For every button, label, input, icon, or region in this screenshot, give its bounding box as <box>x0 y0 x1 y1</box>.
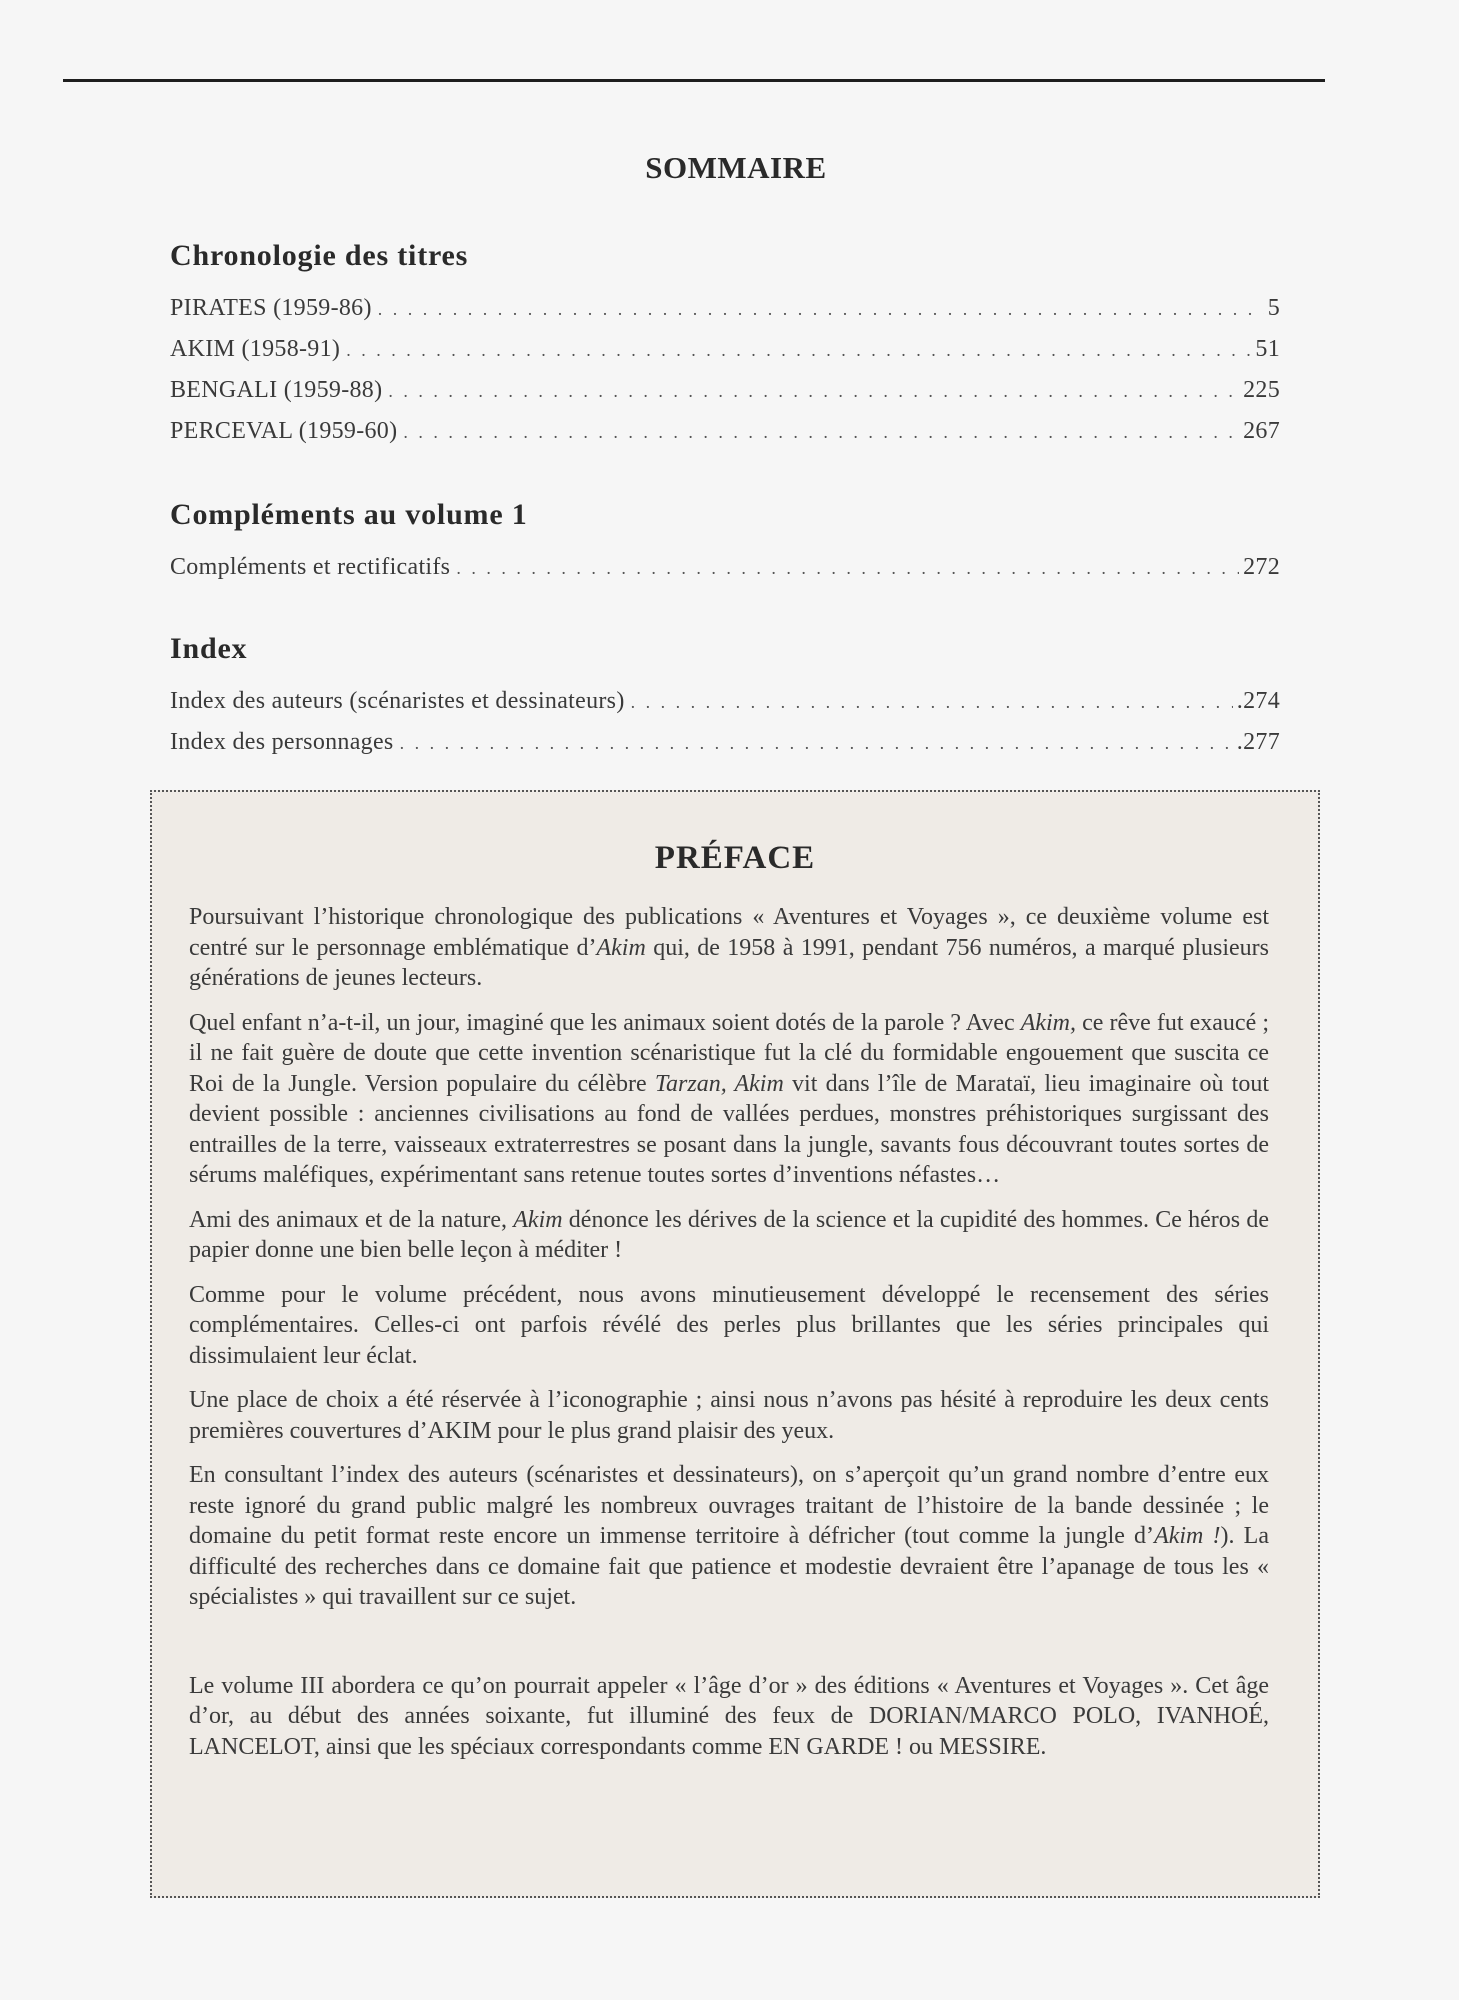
dot-leader <box>388 371 1239 412</box>
toc-entry-page: .274 <box>1236 688 1280 714</box>
preface-paragraph <box>189 1460 1269 1613</box>
toc-entry-page: .277 <box>1236 729 1280 755</box>
toc-entry-title: PIRATES (1959-86) <box>170 295 372 321</box>
toc-entry-page: 5 <box>1267 295 1280 321</box>
toc-section-complements <box>170 495 1280 588</box>
italic-title: Akim ! <box>1154 1523 1221 1549</box>
toc-entry <box>170 329 1280 370</box>
sommaire-title: SOMMAIRE <box>645 150 827 185</box>
toc-heading: Compléments au volume 1 <box>170 498 528 531</box>
toc-entry <box>170 370 1280 411</box>
toc-entry-page: 51 <box>1255 336 1280 362</box>
text-run: vit dans l’île de Marataï, lieu imaginaire où tout devient possible : anciennes civilisations au fond de vallées perdues, monstres préhistoriques surgissant des entrailles de la terre, vaisseaux extraterrestres se posant dans la jungle, savants fous découvrant toutes sortes de sérums maléfiques, expérimentant sans retenue toutes sortes d’inventions néfastes… <box>189 1070 1270 1188</box>
toc-heading: Index <box>170 632 248 665</box>
dot-leader <box>400 723 1233 764</box>
preface-paragraph: Comme pour le volume précédent, nous avons minutieusement développé le recensement des séries complémentaires. Celles-ci ont parfois révélé des perles plus brillantes que les séries principales qui dissimulaient leur éclat. <box>189 1281 1269 1369</box>
toc-entry-page: 272 <box>1243 554 1280 580</box>
toc-entry-page: 225 <box>1243 377 1280 403</box>
preface-body <box>189 902 1269 1776</box>
text-run: ). La difficulté des recherches dans ce domaine fait que patience et modestie devraient être l’apanage de tous les « spécialistes » qui travaillent sur ce sujet. <box>189 1523 1269 1610</box>
preface-paragraph <box>189 902 1269 994</box>
dot-leader <box>403 412 1239 453</box>
toc-entry-title: Index des personnages <box>170 729 394 755</box>
dot-leader <box>378 289 1264 330</box>
text-run: dénonce les dérives de la science et la cupidité des hommes. Ce héros de papier donne une bien belle leçon à méditer ! <box>189 1206 1270 1263</box>
text-run: qui, de 1958 à 1991, pendant 756 numéros, a marqué plusieurs générations de jeunes lecteurs. <box>189 934 1270 991</box>
preface-box <box>150 790 1320 1898</box>
toc-entry-title: Compléments et rectificatifs <box>170 554 451 580</box>
text-run: Ami des animaux et de la nature, <box>189 1206 514 1233</box>
dot-leader <box>346 330 1251 371</box>
text-run: Poursuivant l’historique chronologique des publications « Aventures et Voyages », ce deuxième volume est centré sur le personnage emblématique d’ <box>189 904 1269 961</box>
toc-entry-title: BENGALI (1959-88) <box>170 377 383 403</box>
dot-leader <box>631 682 1233 723</box>
text-run: En consultant l’index des auteurs (scénaristes et dessinateurs), on s’aperçoit qu’un grand nombre d’entre eux reste ignoré du grand public malgré les nombreux ouvrages traitant de l’histoire de la bande dessinée ; le domaine du petit format reste encore un immense territoire à défricher (tout comme la jungle d’ <box>189 1462 1269 1549</box>
preface-title: PRÉFACE <box>654 840 816 876</box>
toc-entry-page: 267 <box>1243 418 1280 444</box>
toc-section-index <box>170 629 1280 763</box>
dot-leader <box>456 548 1239 589</box>
top-rule <box>63 79 1325 82</box>
toc-entry <box>170 722 1280 763</box>
text-run: ce rêve fut exaucé ; il ne fait guère de doute que cette invention scénaristique fut la clé du formidable engouement que suscita ce Roi de la Jungle. Version populaire du célèbre <box>189 1009 1269 1097</box>
italic-title: Akim, <box>1020 1009 1077 1036</box>
italic-title: Tarzan, Akim <box>654 1070 784 1097</box>
preface-paragraph: Une place de choix a été réservée à l’iconographie ; ainsi nous n’avons pas hésité à reproduire les deux cents premières couvertures d’AKIM pour le plus grand plaisir des yeux. <box>189 1387 1269 1444</box>
toc-entry-title: PERCEVAL (1959-60) <box>170 418 398 444</box>
toc-entry <box>170 411 1280 452</box>
toc-entry <box>170 547 1280 588</box>
toc-entry-title: Index des auteurs (scénaristes et dessinateurs) <box>170 688 625 714</box>
toc-entry <box>170 288 1280 329</box>
italic-title: Akim <box>513 1206 563 1233</box>
preface-paragraph: Le volume III abordera ce qu’on pourrait appeler « l’âge d’or » des éditions « Aventures et Voyages ». Cet âge d’or, au début des années soixante, fut illuminé des feux de DORIAN/MARCO POLO, IVANHOÉ, LANCELOT, ainsi que les spéciaux correspondants comme EN GARDE ! ou MESSIRE. <box>189 1672 1269 1760</box>
toc-entry-title: AKIM (1958-91) <box>170 336 341 362</box>
preface-paragraph <box>189 1205 1269 1266</box>
italic-title: Akim <box>596 934 646 961</box>
text-run: Quel enfant n’a-t-il, un jour, imaginé que les animaux soient dotés de la parole ? Avec <box>189 1009 1021 1036</box>
toc-entry <box>170 681 1280 722</box>
toc-section-chronologie <box>170 236 1280 452</box>
preface-paragraph <box>189 1008 1269 1191</box>
toc-heading: Chronologie des titres <box>170 239 469 272</box>
